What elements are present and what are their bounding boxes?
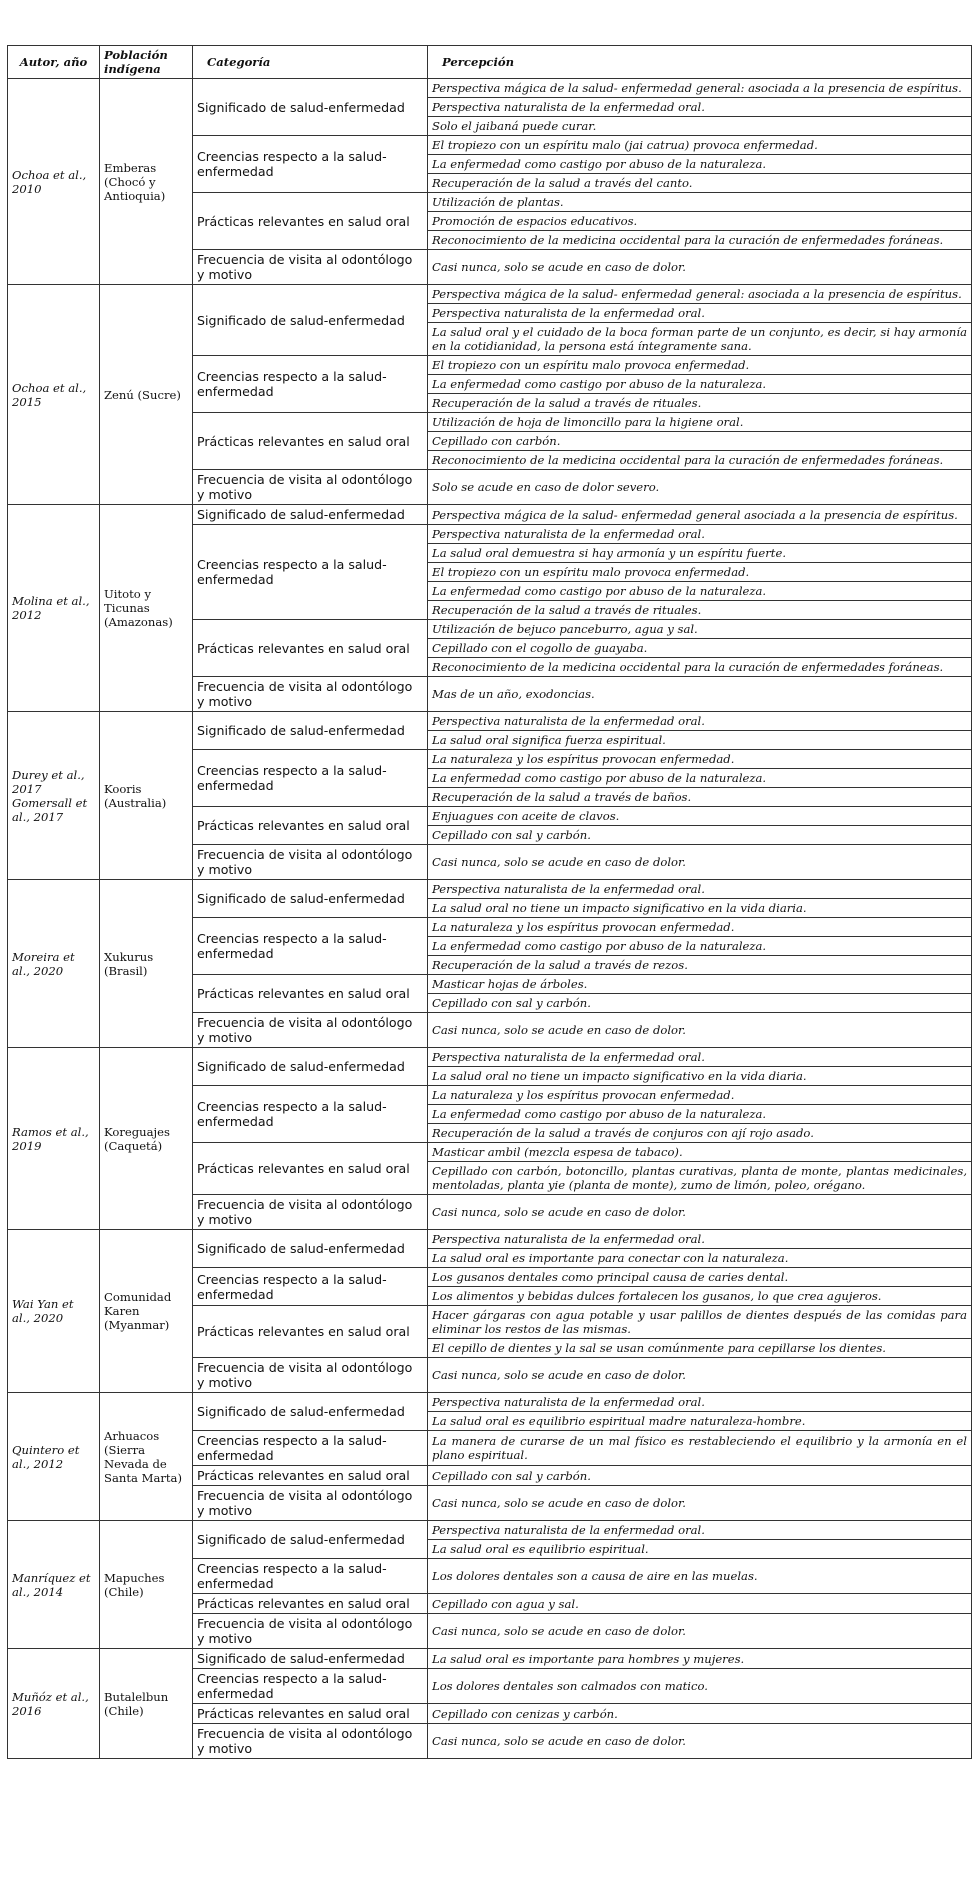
perception-cell: Casi nunca, solo se acude en caso de dolor. [428,1195,972,1230]
perception-cell: El tropiezo con un espíritu malo provoca enfermedad. [428,356,972,375]
perception-cell: Recuperación de la salud a través de baños. [428,788,972,807]
population-cell: Kooris (Australia) [100,712,193,880]
perception-cell: Cepillado con sal y carbón. [428,1466,972,1486]
perception-cell: La salud oral es equilibrio espiritual madre naturaleza-hombre. [428,1412,972,1431]
population-cell: Xukurus (Brasil) [100,880,193,1048]
perception-cell: Los dolores dentales son a causa de aire en las muelas. [428,1559,972,1594]
perception-cell: Recuperación de la salud a través de rituales. [428,394,972,413]
perception-cell: Solo el jaibaná puede curar. [428,117,972,136]
perception-cell: La naturaleza y los espíritus provocan enfermedad. [428,918,972,937]
population-cell: Mapuches (Chile) [100,1521,193,1649]
perception-cell: Utilización de plantas. [428,193,972,212]
category-cell: Frecuencia de visita al odontólogo y motivo [193,470,428,505]
category-cell: Frecuencia de visita al odontólogo y motivo [193,1614,428,1649]
perception-cell: Casi nunca, solo se acude en caso de dolor. [428,845,972,880]
population-cell: Uitoto y Ticunas (Amazonas) [100,505,193,712]
category-cell: Frecuencia de visita al odontólogo y motivo [193,1724,428,1759]
category-cell: Frecuencia de visita al odontólogo y motivo [193,1486,428,1521]
author-cell: Ochoa et al., 2015 [8,285,100,505]
results-table [7,45,972,1759]
perception-cell: La enfermedad como castigo por abuso de la naturaleza. [428,155,972,174]
perception-cell: Reconocimiento de la medicina occidental para la curación de enfermedades foráneas. [428,231,972,250]
category-cell: Frecuencia de visita al odontólogo y motivo [193,677,428,712]
perception-cell: El tropiezo con un espíritu malo provoca enfermedad. [428,563,972,582]
category-cell: Creencias respecto a la salud-enfermedad [193,1086,428,1143]
perception-cell: La manera de curarse de un mal físico es restableciendo el equilibrio y la armonía en el plano espiritual. [428,1431,972,1466]
table-row [8,285,972,304]
category-cell: Significado de salud-enfermedad [193,1230,428,1268]
category-cell: Creencias respecto a la salud-enfermedad [193,136,428,193]
table-row [8,1048,972,1067]
category-cell: Significado de salud-enfermedad [193,505,428,525]
category-cell: Frecuencia de visita al odontólogo y motivo [193,1013,428,1048]
table-row [8,880,972,899]
author-cell: Muñóz et al., 2016 [8,1649,100,1759]
perception-cell: Perspectiva naturalista de la enfermedad oral. [428,98,972,117]
perception-cell: Solo se acude en caso de dolor severo. [428,470,972,505]
category-cell: Creencias respecto a la salud-enfermedad [193,1268,428,1306]
category-cell: Significado de salud-enfermedad [193,1521,428,1559]
author-cell: Wai Yan et al., 2020 [8,1230,100,1393]
table-row [8,1521,972,1540]
header-row [8,46,972,79]
category-cell: Prácticas relevantes en salud oral [193,193,428,250]
table-row [8,79,972,98]
perception-cell: La enfermedad como castigo por abuso de la naturaleza. [428,769,972,788]
perception-cell: Perspectiva naturalista de la enfermedad oral. [428,525,972,544]
header-category: Categoría [193,46,428,79]
perception-cell: Perspectiva naturalista de la enfermedad oral. [428,1521,972,1540]
perception-cell: Reconocimiento de la medicina occidental para la curación de enfermedades foráneas. [428,658,972,677]
perception-cell: La enfermedad como castigo por abuso de la naturaleza. [428,582,972,601]
category-cell: Frecuencia de visita al odontólogo y motivo [193,1195,428,1230]
table-body [8,79,972,1759]
category-cell: Creencias respecto a la salud-enfermedad [193,356,428,413]
perception-cell: Cepillado con sal y carbón. [428,826,972,845]
population-cell: Comunidad Karen (Myanmar) [100,1230,193,1393]
category-cell: Creencias respecto a la salud-enfermedad [193,750,428,807]
perception-cell: Cepillado con el cogollo de guayaba. [428,639,972,658]
perception-cell: El cepillo de dientes y la sal se usan comúnmente para cepillarse los dientes. [428,1339,972,1358]
category-cell: Creencias respecto a la salud-enfermedad [193,1431,428,1466]
population-cell: Emberas (Chocó y Antioquia) [100,79,193,285]
perception-cell: Los alimentos y bebidas dulces fortalecen los gusanos, lo que crea agujeros. [428,1287,972,1306]
perception-cell: Recuperación de la salud a través del canto. [428,174,972,193]
category-cell: Frecuencia de visita al odontólogo y motivo [193,845,428,880]
author-cell: Molina et al., 2012 [8,505,100,712]
perception-cell: La salud oral no tiene un impacto significativo en la vida diaria. [428,1067,972,1086]
category-cell: Significado de salud-enfermedad [193,285,428,356]
perception-cell: Casi nunca, solo se acude en caso de dolor. [428,1486,972,1521]
table-row [8,1230,972,1249]
author-cell: Durey et al., 2017 Gomersall et al., 2017 [8,712,100,880]
perception-cell: Perspectiva naturalista de la enfermedad oral. [428,712,972,731]
category-cell: Frecuencia de visita al odontólogo y motivo [193,1358,428,1393]
category-cell: Creencias respecto a la salud-enfermedad [193,918,428,975]
table-row [8,1393,972,1412]
perception-cell: Masticar ambil (mezcla espesa de tabaco). [428,1143,972,1162]
author-cell: Ramos et al., 2019 [8,1048,100,1230]
category-cell: Significado de salud-enfermedad [193,79,428,136]
category-cell: Significado de salud-enfermedad [193,712,428,750]
perception-cell: Reconocimiento de la medicina occidental para la curación de enfermedades foráneas. [428,451,972,470]
perception-cell: La salud oral es importante para hombres y mujeres. [428,1649,972,1669]
perception-cell: Masticar hojas de árboles. [428,975,972,994]
perception-cell: Casi nunca, solo se acude en caso de dolor. [428,1724,972,1759]
perception-cell: Casi nunca, solo se acude en caso de dolor. [428,250,972,285]
population-cell: Zenú (Sucre) [100,285,193,505]
header-perception: Percepción [428,46,972,79]
perception-cell: El tropiezo con un espíritu malo (jai catrua) provoca enfermedad. [428,136,972,155]
category-cell: Creencias respecto a la salud-enfermedad [193,1559,428,1594]
perception-cell: Los dolores dentales son calmados con matico. [428,1669,972,1704]
header-population: Población indígena [100,46,193,79]
author-cell: Ochoa et al., 2010 [8,79,100,285]
perception-cell: Casi nunca, solo se acude en caso de dolor. [428,1013,972,1048]
perception-cell: Enjuagues con aceite de clavos. [428,807,972,826]
category-cell: Prácticas relevantes en salud oral [193,1306,428,1358]
perception-cell: Perspectiva naturalista de la enfermedad oral. [428,304,972,323]
category-cell: Prácticas relevantes en salud oral [193,413,428,470]
perception-cell: Perspectiva naturalista de la enfermedad oral. [428,1393,972,1412]
perception-cell: La enfermedad como castigo por abuso de la naturaleza. [428,937,972,956]
perception-cell: La enfermedad como castigo por abuso de la naturaleza. [428,1105,972,1124]
category-cell: Prácticas relevantes en salud oral [193,975,428,1013]
perception-cell: Perspectiva naturalista de la enfermedad oral. [428,1230,972,1249]
perception-cell: Recuperación de la salud a través de conjuros con ají rojo asado. [428,1124,972,1143]
category-cell: Significado de salud-enfermedad [193,1649,428,1669]
population-cell: Koreguajes (Caquetá) [100,1048,193,1230]
category-cell: Prácticas relevantes en salud oral [193,1594,428,1614]
perception-cell: La enfermedad como castigo por abuso de la naturaleza. [428,375,972,394]
author-cell: Manríquez et al., 2014 [8,1521,100,1649]
category-cell: Frecuencia de visita al odontólogo y motivo [193,250,428,285]
perception-cell: Perspectiva mágica de la salud- enfermedad general: asociada a la presencia de espíritus. [428,79,972,98]
perception-cell: Mas de un año, exodoncias. [428,677,972,712]
perception-cell: La salud oral es importante para conectar con la naturaleza. [428,1249,972,1268]
perception-cell: Los gusanos dentales como principal causa de caries dental. [428,1268,972,1287]
category-cell: Significado de salud-enfermedad [193,1048,428,1086]
perception-cell: La naturaleza y los espíritus provocan enfermedad. [428,1086,972,1105]
perception-cell: Perspectiva mágica de la salud- enfermedad general asociada a la presencia de espíritus. [428,505,972,525]
author-cell: Quintero et al., 2012 [8,1393,100,1521]
perception-cell: Cepillado con agua y sal. [428,1594,972,1614]
perception-cell: La salud oral y el cuidado de la boca forman parte de un conjunto, es decir, si hay armonía en la cotidianidad, la persona está íntegramente sana. [428,323,972,356]
perception-cell: Cepillado con carbón, botoncillo, plantas curativas, planta de monte, plantas medicinales, mentoladas, planta yie (planta de monte), zumo de limón, poleo, orégano. [428,1162,972,1195]
category-cell: Significado de salud-enfermedad [193,880,428,918]
header-author: Autor, año [8,46,100,79]
category-cell: Creencias respecto a la salud-enfermedad [193,1669,428,1704]
category-cell: Prácticas relevantes en salud oral [193,1143,428,1195]
table-row [8,712,972,731]
perception-cell: Cepillado con sal y carbón. [428,994,972,1013]
category-cell: Prácticas relevantes en salud oral [193,807,428,845]
perception-cell: Hacer gárgaras con agua potable y usar palillos de dientes después de las comidas para eliminar los restos de las mismas. [428,1306,972,1339]
perception-cell: Cepillado con carbón. [428,432,972,451]
perception-cell: Utilización de bejuco panceburro, agua y sal. [428,620,972,639]
category-cell: Significado de salud-enfermedad [193,1393,428,1431]
perception-cell: Utilización de hoja de limoncillo para la higiene oral. [428,413,972,432]
table-row [8,505,972,525]
perception-cell: Cepillado con cenizas y carbón. [428,1704,972,1724]
perception-cell: Recuperación de la salud a través de rituales. [428,601,972,620]
category-cell: Prácticas relevantes en salud oral [193,620,428,677]
perception-cell: La salud oral demuestra si hay armonía y un espíritu fuerte. [428,544,972,563]
perception-cell: Casi nunca, solo se acude en caso de dolor. [428,1614,972,1649]
perception-cell: Promoción de espacios educativos. [428,212,972,231]
perception-cell: Perspectiva naturalista de la enfermedad oral. [428,880,972,899]
category-cell: Prácticas relevantes en salud oral [193,1704,428,1724]
perception-cell: Recuperación de la salud a través de rezos. [428,956,972,975]
population-cell: Butalelbun (Chile) [100,1649,193,1759]
table-row [8,1649,972,1669]
category-cell: Prácticas relevantes en salud oral [193,1466,428,1486]
perception-cell: La salud oral no tiene un impacto significativo en la vida diaria. [428,899,972,918]
category-cell: Creencias respecto a la salud-enfermedad [193,525,428,620]
perception-cell: La salud oral significa fuerza espiritual. [428,731,972,750]
perception-cell: La salud oral es equilibrio espiritual. [428,1540,972,1559]
perception-cell: Casi nunca, solo se acude en caso de dolor. [428,1358,972,1393]
author-cell: Moreira et al., 2020 [8,880,100,1048]
perception-cell: Perspectiva mágica de la salud- enfermedad general: asociada a la presencia de espíritus. [428,285,972,304]
population-cell: Arhuacos (Sierra Nevada de Santa Marta) [100,1393,193,1521]
perception-cell: La naturaleza y los espíritus provocan enfermedad. [428,750,972,769]
perception-cell: Perspectiva naturalista de la enfermedad oral. [428,1048,972,1067]
